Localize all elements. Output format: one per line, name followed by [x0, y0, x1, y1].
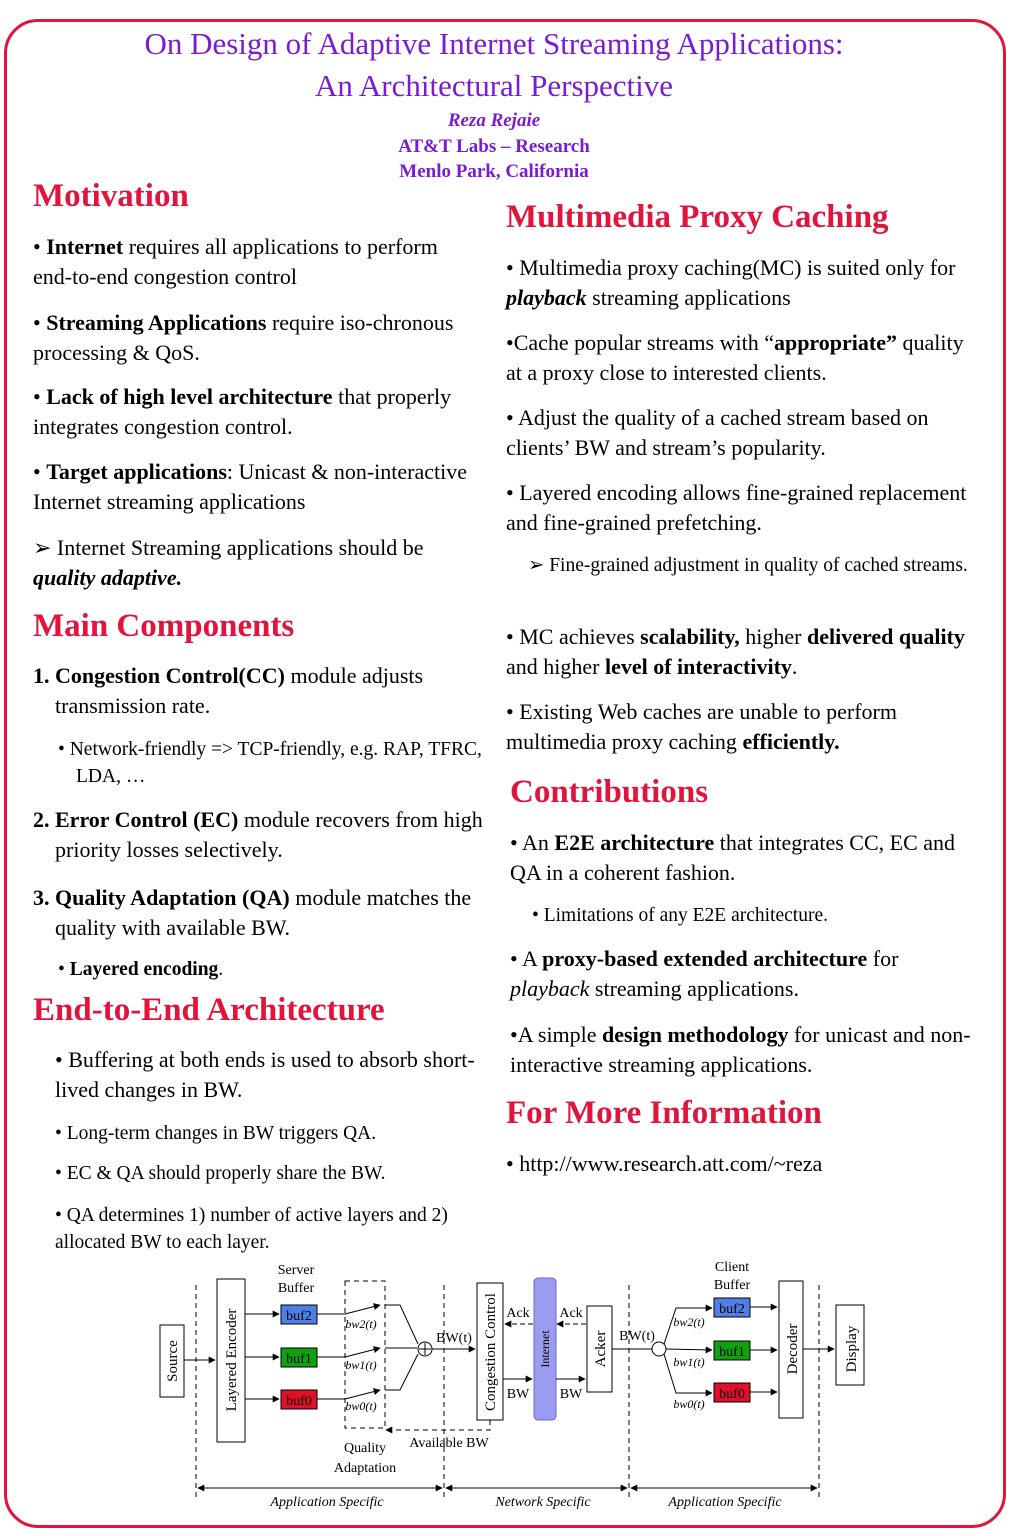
server-bw2-label: bw2(t)	[345, 1317, 377, 1331]
source-label: Source	[165, 1340, 181, 1382]
available-bw-label: Available BW	[409, 1436, 489, 1451]
decoder-label: Decoder	[785, 1323, 801, 1375]
server-buffer-label-2: Buffer	[277, 1281, 315, 1296]
internet-label: Internet	[538, 1330, 552, 1368]
quality-adaptation-label-2: Adaptation	[333, 1461, 397, 1476]
client-buffer-label-1: Client	[714, 1260, 750, 1275]
e2e-bullet-1: • Buffering at both ends is used to absorb short-lived changes in BW.	[55, 1047, 475, 1102]
contribution-3: •A simple design methodology for unicast and non-interactive streaming applications.	[510, 1022, 971, 1077]
contributions-heading: Contributions	[510, 774, 709, 810]
client-buf2-label: buf2	[719, 1302, 745, 1317]
server-buf2-label: buf2	[286, 1309, 312, 1324]
proxy-bullet-4-sub: ➢ Fine-grained adjustment in quality of cached streams.	[528, 555, 968, 576]
e2e-bullet-4: • QA determines 1) number of active layers and 2) allocated BW to each layer.	[55, 1205, 448, 1253]
component-1: 1. Congestion Control(CC) module adjusts transmission rate.	[33, 663, 424, 718]
layered-encoder-label: Layered Encoder	[224, 1308, 240, 1412]
location: Menlo Park, California	[399, 161, 589, 182]
contribution-1-sub: • Limitations of any E2E architecture.	[532, 905, 828, 926]
client-buf0-label: buf0	[719, 1387, 745, 1402]
motivation-bullet-2: • Streaming Applications require iso-chronous processing & QoS.	[33, 310, 454, 365]
component-3-sub: • Layered encoding.	[58, 959, 224, 980]
proxy-bullet-6: • Existing Web caches are unable to perform multimedia proxy caching efficiently.	[506, 699, 897, 754]
bw-label-left: BW	[506, 1387, 530, 1402]
author-name: Reza Rejaie	[447, 110, 541, 131]
bw-label-right: BW	[559, 1387, 583, 1402]
more-info-link[interactable]: • http://www.research.att.com/~reza	[506, 1151, 823, 1176]
application-specific-label-right: Application Specific	[668, 1495, 782, 1510]
server-buf1-label: buf1	[286, 1352, 312, 1367]
congestion-control-label: Congestion Control	[483, 1293, 499, 1411]
display-label: Display	[844, 1325, 860, 1373]
motivation-conclusion: ➢ Internet Streaming applications should be quality adaptive.	[33, 535, 424, 590]
more-info-heading: For More Information	[506, 1095, 822, 1131]
server-buf0-label: buf0	[286, 1394, 312, 1409]
architecture-diagram	[0, 1255, 1024, 1520]
component-3: 3. Quality Adaptation (QA) module matches the quality with available BW.	[33, 885, 472, 940]
motivation-heading: Motivation	[33, 178, 189, 214]
ack-label-right: Ack	[559, 1306, 583, 1321]
application-specific-label-left: Application Specific	[270, 1495, 384, 1510]
server-bw0-label: bw0(t)	[345, 1399, 377, 1413]
proxy-bullet-2: •Cache popular streams with “appropriate” quality at a proxy close to interested clients.	[506, 330, 964, 385]
motivation-bullet-1: • Internet requires all applications to perform end-to-end congestion control	[33, 234, 438, 289]
client-bw1-label: bw1(t)	[673, 1355, 705, 1369]
proxy-bullet-4: • Layered encoding allows fine-grained replacement and fine-grained prefetching.	[506, 480, 967, 535]
e2e-bullet-3: • EC & QA should properly share the BW.	[55, 1163, 386, 1184]
affiliation: AT&T Labs – Research	[398, 136, 590, 157]
client-buffer-label-2: Buffer	[713, 1278, 751, 1293]
quality-adaptation-label-1: Quality	[344, 1441, 386, 1456]
e2e-bullet-2: • Long-term changes in BW triggers QA.	[55, 1123, 377, 1144]
ack-label-left: Ack	[506, 1306, 530, 1321]
proxy-bullet-5: • MC achieves scalability, higher delivered quality and higher level of interactivity.	[506, 624, 965, 679]
client-buf1-label: buf1	[719, 1345, 745, 1360]
split-node	[652, 1342, 666, 1356]
contribution-2: • A proxy-based extended architecture for playback streaming applications.	[510, 946, 899, 1001]
component-2: 2. Error Control (EC) module recovers from high priority losses selectively.	[33, 807, 483, 862]
e2e-heading: End-to-End Architecture	[33, 992, 385, 1028]
component-1-sub: • Network-friendly => TCP-friendly, e.g. RAP, TFRC, LDA, …	[58, 739, 482, 787]
server-buffer-label-1: Server	[277, 1263, 315, 1278]
client-bw2-label: bw2(t)	[673, 1315, 705, 1329]
main-components-heading: Main Components	[33, 608, 295, 644]
proxy-caching-heading: Multimedia Proxy Caching	[506, 199, 889, 235]
motivation-bullet-4: • Target applications: Unicast & non-interactive Internet streaming applications	[33, 459, 468, 514]
client-bw0-label: bw0(t)	[673, 1397, 705, 1411]
contribution-1: • An E2E architecture that integrates CC, EC and QA in a coherent fashion.	[510, 830, 956, 885]
poster-title-line1: On Design of Adaptive Internet Streaming Applications:	[144, 26, 844, 61]
proxy-bullet-1: • Multimedia proxy caching(MC) is suited only for playback streaming applications	[506, 255, 956, 310]
network-specific-label: Network Specific	[495, 1495, 591, 1510]
server-bw1-label: bw1(t)	[345, 1358, 377, 1372]
acker-label: Acker	[593, 1330, 609, 1368]
poster-title-line2: An Architectural Perspective	[314, 68, 674, 103]
client-bwt-label: BW(t)	[619, 1329, 655, 1344]
proxy-bullet-3: • Adjust the quality of a cached stream based on clients’ BW and stream’s popularity.	[506, 405, 929, 460]
motivation-bullet-3: • Lack of high level architecture that properly integrates congestion control.	[33, 384, 452, 439]
server-bwt-label: BW(t)	[436, 1331, 472, 1346]
